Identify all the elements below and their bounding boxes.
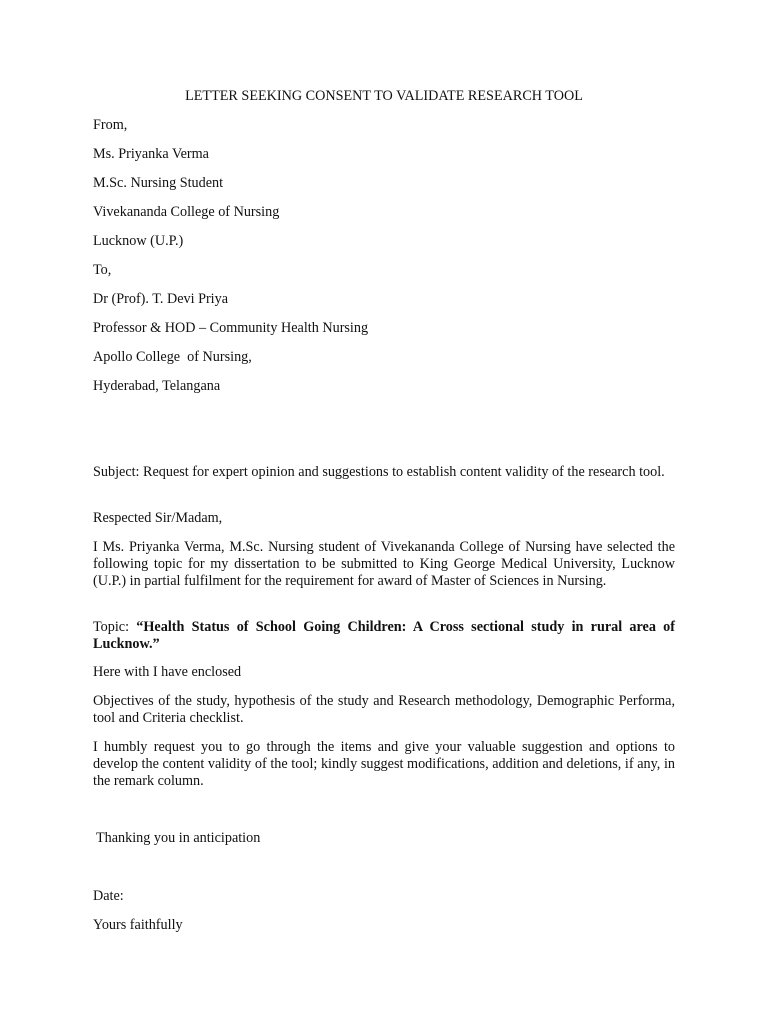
topic-label: Topic: — [93, 619, 137, 635]
closing-line: Yours faithfully — [93, 917, 183, 933]
subject-line: Subject: Request for expert opinion and suggestions to establish content validity of the research tool. — [93, 464, 665, 480]
topic-title: “Health Status of School Going Children: A Cross sectional study in rural area of Lucknow.” — [93, 619, 675, 652]
recipient-name: Dr (Prof). T. Devi Priya — [93, 291, 229, 307]
request-paragraph: I humbly request you to go through the items and give your valuable suggestion and options to develop the content validity of the tool; kindly suggest modifications, addition and deletions, if any, in the remark column. — [93, 739, 675, 789]
intro-paragraph: I Ms. Priyanka Verma, M.Sc. Nursing student of Vivekananda College of Nursing have selected the following topic for my dissertation to be submitted to King George Medical University, Lucknow (U.P.) in partial fulfilment for the requirement for award of Master of Sciences in Nursing. — [93, 539, 675, 589]
recipient-designation: Professor & HOD – Community Health Nursing — [93, 320, 369, 336]
sender-city: Lucknow (U.P.) — [93, 233, 184, 249]
sender-institution: Vivekananda College of Nursing — [93, 204, 280, 220]
to-label: To, — [93, 262, 112, 278]
salutation: Respected Sir/Madam, — [93, 510, 223, 526]
date-label: Date: — [93, 888, 124, 904]
topic-paragraph — [93, 619, 675, 653]
sender-name: Ms. Priyanka Verma — [93, 146, 209, 162]
thanks-line: Thanking you in anticipation — [96, 830, 261, 846]
recipient-city: Hyderabad, Telangana — [93, 378, 221, 394]
letter-title: LETTER SEEKING CONSENT TO VALIDATE RESEARCH TOOL — [185, 88, 583, 104]
from-label: From, — [93, 117, 128, 133]
recipient-institution: Apollo College of Nursing, — [93, 349, 252, 365]
enclosed-intro: Here with I have enclosed — [93, 664, 242, 680]
enclosures-paragraph: Objectives of the study, hypothesis of the study and Research methodology, Demographic Performa, tool and Criteria checklist. — [93, 693, 675, 726]
sender-designation: M.Sc. Nursing Student — [93, 175, 224, 191]
